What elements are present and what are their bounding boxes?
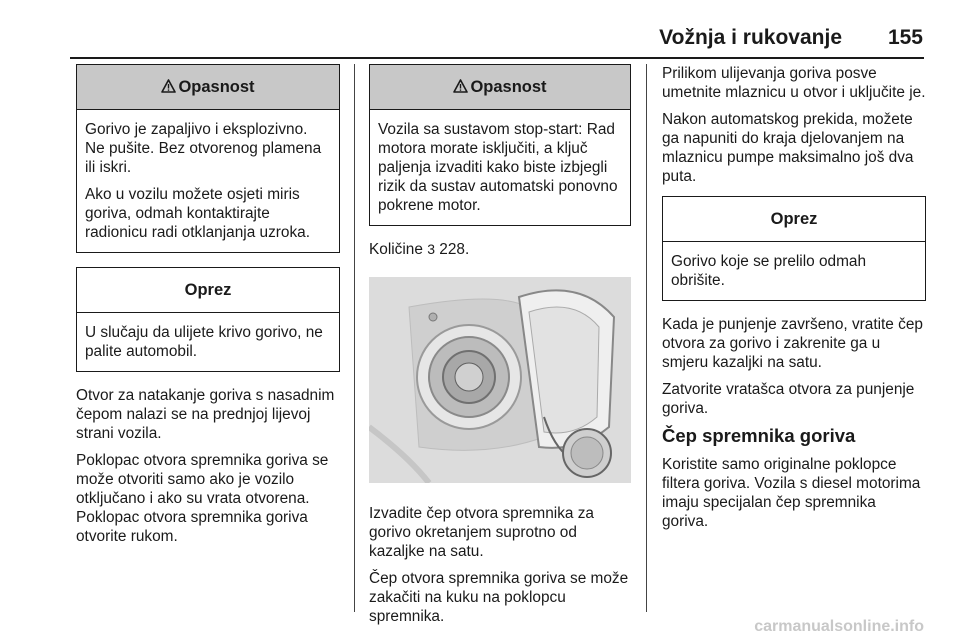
header-title: Vožnja i rukovanje (659, 26, 842, 49)
caution-text: Gorivo koje se prelilo odmah obrišite. (671, 253, 867, 289)
danger-box-header (77, 65, 339, 110)
quantities-page-ref: 228. (439, 241, 470, 258)
danger-box-stop-start (369, 64, 631, 226)
body-paragraph: Kada je punjenje završeno, vratite čep otvora za gorivo i zakrenite ga u smjeru kazaljki na satu. (662, 316, 923, 371)
column-3 (662, 64, 926, 539)
column-1 (76, 64, 340, 554)
caution-box-title: Oprez (770, 210, 818, 228)
body-paragraph: Poklopac otvora spremnika goriva se može otvoriti samo ako je vozilo otključano i ako su vrata otvorena. Poklopac otvora spremnika goriva otvorite rukom. (76, 452, 329, 545)
danger-paragraph: Gorivo je zapaljivo i eksplozivno. Ne pušite. Bez otvorenog plamena ili iskri. (85, 121, 322, 176)
caution-box-body (77, 313, 339, 371)
danger-box-fuel (76, 64, 340, 253)
section-heading: Čep spremnika goriva (662, 425, 856, 446)
body-paragraph: Prilikom ulijevanja goriva posve umetnite mlaznicu u otvor i uključite je. (662, 65, 926, 101)
header-rule (70, 57, 924, 59)
danger-box-body (370, 110, 630, 225)
danger-box-title: Opasnost (470, 78, 547, 96)
quantities-label: Količine (369, 241, 423, 258)
column-2 (369, 64, 631, 634)
warning-triangle-icon (161, 79, 176, 93)
warning-triangle-icon (453, 79, 468, 93)
quantities-reference (369, 240, 631, 259)
caution-box-body (663, 242, 925, 300)
column-divider-1 (354, 64, 355, 612)
fuel-filler-illustration (369, 277, 631, 483)
caution-box-header (663, 197, 925, 242)
danger-box-title: Opasnost (178, 78, 255, 96)
page-header (0, 0, 960, 62)
danger-text: Vozila sa sustavom stop-start: Rad motora morate isključiti, a ključ paljenja izvaditi kako biste izbjegli rizik da sustav automatski ponovno pokrene motor. (378, 121, 618, 214)
watermark: carmanualsonline.info (754, 618, 924, 635)
caution-box-spill (662, 196, 926, 301)
body-paragraph: Koristite samo originalne poklopce filtera goriva. Vozila s diesel motorima imaju specijalan čep spremnika goriva. (662, 456, 921, 530)
caution-box-header (77, 268, 339, 313)
caution-box-title: Oprez (184, 281, 232, 299)
reference-arrow-icon: 3 (427, 241, 435, 257)
body-paragraph: Čep otvora spremnika goriva se može zakačiti na kuku na poklopcu spremnika. (369, 570, 629, 625)
body-paragraph: Nakon automatskog prekida, možete ga napuniti do kraja djelovanjem na mlaznicu pumpe maksimalno još dva puta. (662, 111, 914, 185)
danger-paragraph: Ako u vozilu možete osjeti miris goriva, odmah kontaktirajte radionicu radi otklanjanja uzroka. (85, 186, 311, 241)
caution-text: U slučaju da ulijete krivo gorivo, ne palite automobil. (85, 324, 323, 360)
body-paragraph: Zatvorite vratašca otvora za punjenje goriva. (662, 381, 915, 417)
danger-box-header (370, 65, 630, 110)
caution-box-fuel-type (76, 267, 340, 372)
body-paragraph: Otvor za natakanje goriva s nasadnim čepom nalazi se na prednjoj lijevoj strani vozila. (76, 387, 335, 442)
danger-box-body (77, 110, 339, 252)
page-number: 155 (887, 26, 923, 49)
column-divider-2 (646, 64, 647, 612)
body-paragraph: Izvadite čep otvora spremnika za gorivo okretanjem suprotno od kazaljke na satu. (369, 505, 594, 560)
